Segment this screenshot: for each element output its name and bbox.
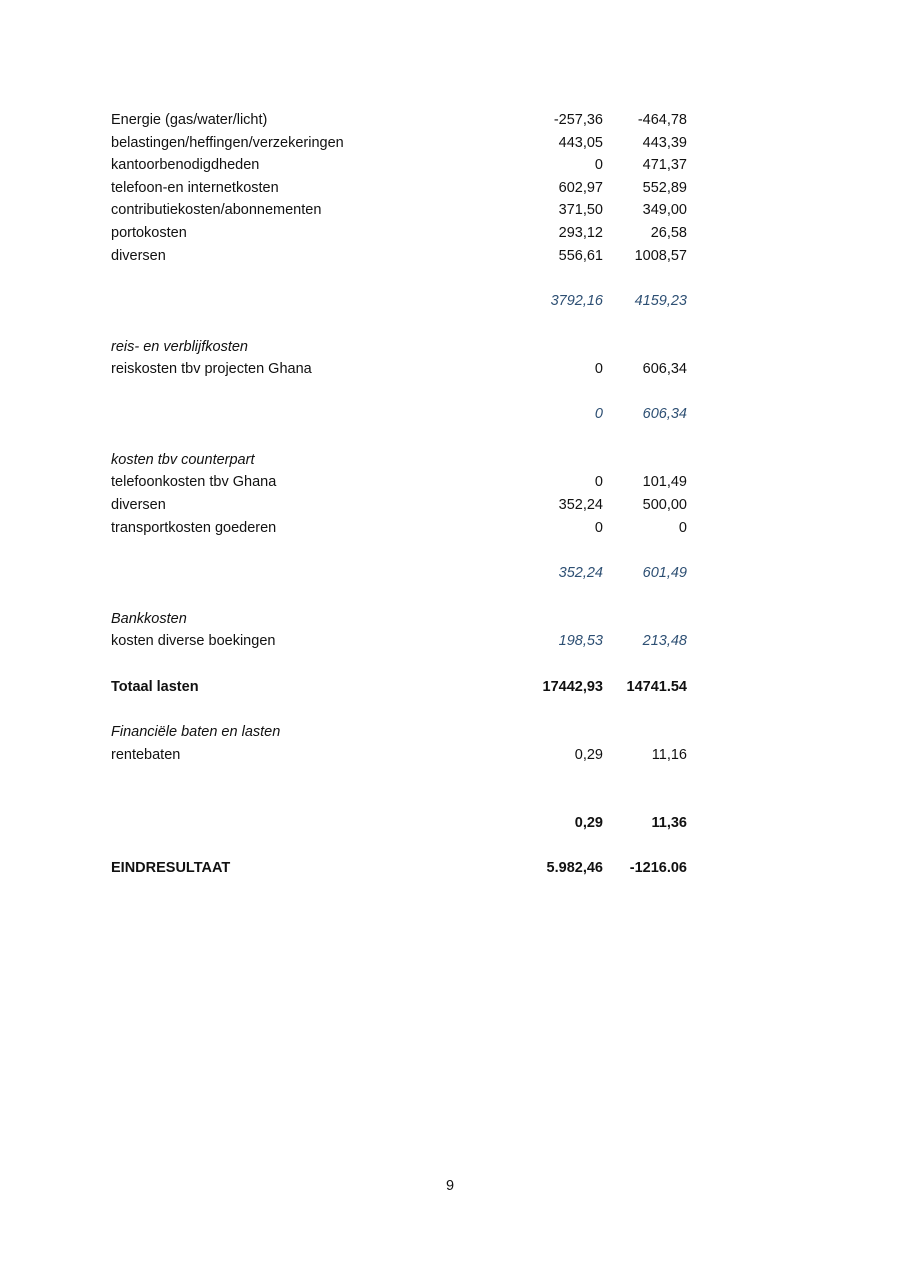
subtotal-value-current: 0,29 [574, 815, 603, 831]
row-value-current: 371,50 [558, 202, 603, 218]
result-row-eindresultaat [111, 857, 691, 879]
row-label: telefoonkosten tbv Ghana [111, 474, 277, 490]
row-label: contributiekosten/abonnementen [111, 202, 322, 218]
expense-row-counterpart-diversen [111, 494, 691, 516]
row-value-previous: 349,00 [642, 202, 687, 218]
row-label: kosten diverse boekingen [111, 633, 276, 649]
section-heading-text: kosten tbv counterpart [111, 452, 255, 468]
result-label: EINDRESULTAAT [111, 860, 231, 876]
subtotal-row-counterpart [111, 562, 691, 584]
total-value-current: 17442,93 [542, 679, 603, 695]
section-heading-bank [111, 608, 691, 630]
row-value-previous: 471,37 [642, 157, 687, 173]
row-value-current: 0,29 [574, 747, 603, 763]
subtotal-value-previous: 11,36 [651, 815, 687, 831]
row-value-current: 293,12 [558, 225, 603, 241]
row-value-current: -257,36 [553, 112, 603, 128]
row-value-current: 556,61 [558, 248, 603, 264]
result-value-previous: -1216.06 [629, 860, 687, 876]
subtotal-value-previous: 606,34 [642, 406, 687, 422]
expense-row-reiskosten [111, 358, 691, 380]
row-value-previous: -464,78 [637, 112, 687, 128]
section-heading-financieel [111, 721, 691, 743]
row-value-previous: 443,39 [642, 135, 687, 151]
income-row-rentebaten [111, 744, 691, 766]
expense-row-energie [111, 109, 691, 131]
row-value-current: 0 [594, 361, 603, 377]
row-label: belastingen/heffingen/verzekeringen [111, 135, 344, 151]
row-value-current: 602,97 [558, 180, 603, 196]
expense-row-belastingen [111, 132, 691, 154]
row-label: diversen [111, 248, 166, 264]
expense-row-bankkosten [111, 630, 691, 652]
row-value-previous: 11,16 [651, 747, 687, 763]
row-label: Energie (gas/water/licht) [111, 112, 268, 128]
total-value-previous: 14741.54 [626, 679, 687, 695]
page-number: 9 [445, 1178, 455, 1194]
row-value-previous: 1008,57 [634, 248, 687, 264]
row-label: portokosten [111, 225, 187, 241]
section-heading-reis [111, 336, 691, 358]
row-label: rentebaten [111, 747, 181, 763]
row-value-current: 352,24 [558, 497, 603, 513]
row-value-previous: 606,34 [642, 361, 687, 377]
row-value-current: 0 [594, 474, 603, 490]
subtotal-value-previous: 601,49 [642, 565, 687, 581]
result-value-current: 5.982,46 [546, 860, 603, 876]
total-label: Totaal lasten [111, 679, 199, 695]
row-value-previous: 26,58 [650, 225, 687, 241]
total-row-lasten [111, 676, 691, 698]
row-value-previous: 213,48 [642, 633, 687, 649]
expense-row-porto [111, 222, 691, 244]
subtotal-value-previous: 4159,23 [634, 293, 687, 309]
subtotal-value-current: 0 [594, 406, 603, 422]
expense-row-telefoon [111, 177, 691, 199]
row-label: transportkosten goederen [111, 520, 277, 536]
row-label: telefoon-en internetkosten [111, 180, 279, 196]
expense-row-kantoor [111, 154, 691, 176]
row-value-current: 0 [594, 157, 603, 173]
row-value-current: 198,53 [558, 633, 603, 649]
subtotal-row-financieel [111, 812, 691, 834]
row-label: reiskosten tbv projecten Ghana [111, 361, 312, 377]
subtotal-row-algemeen [111, 290, 691, 312]
row-value-previous: 0 [678, 520, 687, 536]
subtotal-value-current: 3792,16 [550, 293, 603, 309]
row-value-previous: 500,00 [642, 497, 687, 513]
row-label: kantoorbenodigdheden [111, 157, 260, 173]
row-label: diversen [111, 497, 166, 513]
expense-row-transportkosten [111, 517, 691, 539]
row-value-current: 0 [594, 520, 603, 536]
expense-row-contributie [111, 199, 691, 221]
section-heading-text: reis- en verblijfkosten [111, 339, 248, 355]
subtotal-value-current: 352,24 [558, 565, 603, 581]
section-heading-counterpart [111, 449, 691, 471]
expense-row-diversen [111, 245, 691, 267]
row-value-previous: 101,49 [642, 474, 687, 490]
section-heading-text: Bankkosten [111, 611, 187, 627]
expense-row-telefoonkosten-ghana [111, 471, 691, 493]
row-value-current: 443,05 [558, 135, 603, 151]
row-value-previous: 552,89 [642, 180, 687, 196]
section-heading-text: Financiële baten en lasten [111, 724, 281, 740]
subtotal-row-reis [111, 403, 691, 425]
